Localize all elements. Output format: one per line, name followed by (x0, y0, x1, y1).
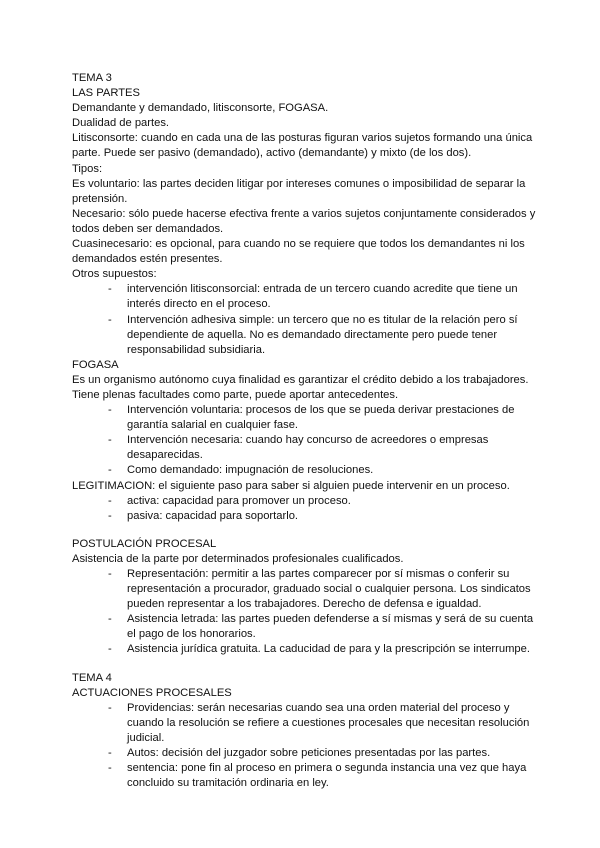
spacer (72, 658, 540, 671)
list-item: - Representación: permitir a las partes comparecer por sí mismas o conferir su representación a procurador, graduado social o cualquier persona. Los sindicatos pueden representar a los trabajadores. Derecho de defensa e igualdad. (108, 567, 540, 612)
paragraph: Otros supuestos: (72, 268, 157, 281)
list-item: - Como demandado: impugnación de resoluciones. (108, 463, 540, 478)
paragraph: Tipos: (72, 162, 103, 175)
otros-supuestos-list (72, 282, 540, 357)
paragraph: Dualidad de partes. (72, 117, 170, 130)
postulacion-list (72, 567, 540, 658)
section-title-fogasa: FOGASA (72, 358, 119, 371)
actuaciones-list (72, 701, 540, 792)
paragraph: Es un organismo autónomo cuya finalidad es garantizar el crédito debido a los trabajadores. Tiene plenas facultades como parte, puede aportar antecedentes. (72, 373, 529, 401)
list-item: - Intervención necesaria: cuando hay concurso de acreedores o empresas desaparecidas. (108, 433, 540, 463)
paragraph: Es voluntario: las partes deciden litigar por intereses comunes o imposibilidad de separar la pretensión. (72, 177, 526, 205)
paragraph: Litisconsorte: cuando en cada una de las posturas figuran varios sujetos formando una única parte. Puede ser pasivo (demandado), activo (demandante) y mixto (de los dos). (72, 132, 533, 160)
list-item: - pasiva: capacidad para soportarlo. (108, 509, 540, 524)
section-title-actuaciones: ACTUACIONES PROCESALES (72, 686, 232, 699)
paragraph: Necesario: sólo puede hacerse efectiva frente a varios sujetos conjuntamente considerados y todos deben ser demandados. (72, 207, 536, 235)
list-item: - Providencias: serán necesarias cuando sea una orden material del proceso y cuando la resolución se refiere a cuestiones procesales que necesitan resolución judicial. (108, 701, 540, 746)
list-item: - sentencia: pone fin al proceso en primera o segunda instancia una vez que haya concluido su tramitación ordinaria en ley. (108, 761, 540, 791)
list-item: - Intervención adhesiva simple: un tercero que no es titular de la relación pero sí dependiente de aquella. No es demandado directamente pero puede tener responsabilidad subsidiaria. (108, 313, 540, 358)
paragraph: Cuasinecesario: es opcional, para cuando no se requiere que todos los demandantes ni los demandados estén presentes. (72, 238, 525, 266)
legitimacion-paragraph: LEGITIMACION: el siguiente paso para saber si alguien puede intervenir en un proceso. (72, 479, 510, 492)
paragraph: Demandante y demandado, litisconsorte, FOGASA. (72, 102, 329, 115)
spacer (72, 524, 540, 537)
list-item: - Autos: decisión del juzgador sobre peticiones presentadas por las partes. (108, 746, 540, 761)
paragraph: Asistencia de la parte por determinados profesionales cualificados. (72, 552, 404, 565)
legitimacion-list (72, 494, 540, 524)
list-item: - Intervención voluntaria: procesos de los que se pueda derivar prestaciones de garantía salarial en cualquier fase. (108, 403, 540, 433)
list-item: - Asistencia jurídica gratuita. La caducidad de para y la prescripción se interrumpe. (108, 642, 540, 657)
fogasa-list (72, 403, 540, 478)
section-title-las-partes: LAS PARTES (72, 87, 140, 100)
list-item: - intervención litisconsorcial: entrada de un tercero cuando acredite que tiene un interés directo en el proceso. (108, 282, 540, 312)
tema4-heading: TEMA 4 (72, 671, 112, 684)
list-item: - Asistencia letrada: las partes pueden defenderse a sí mismas y será de su cuenta el pago de los honorarios. (108, 612, 540, 642)
tema3-heading: TEMA 3 (72, 72, 112, 84)
list-item: - activa: capacidad para promover un proceso. (108, 494, 540, 509)
section-title-postulacion: POSTULACIÓN PROCESAL (72, 537, 217, 550)
